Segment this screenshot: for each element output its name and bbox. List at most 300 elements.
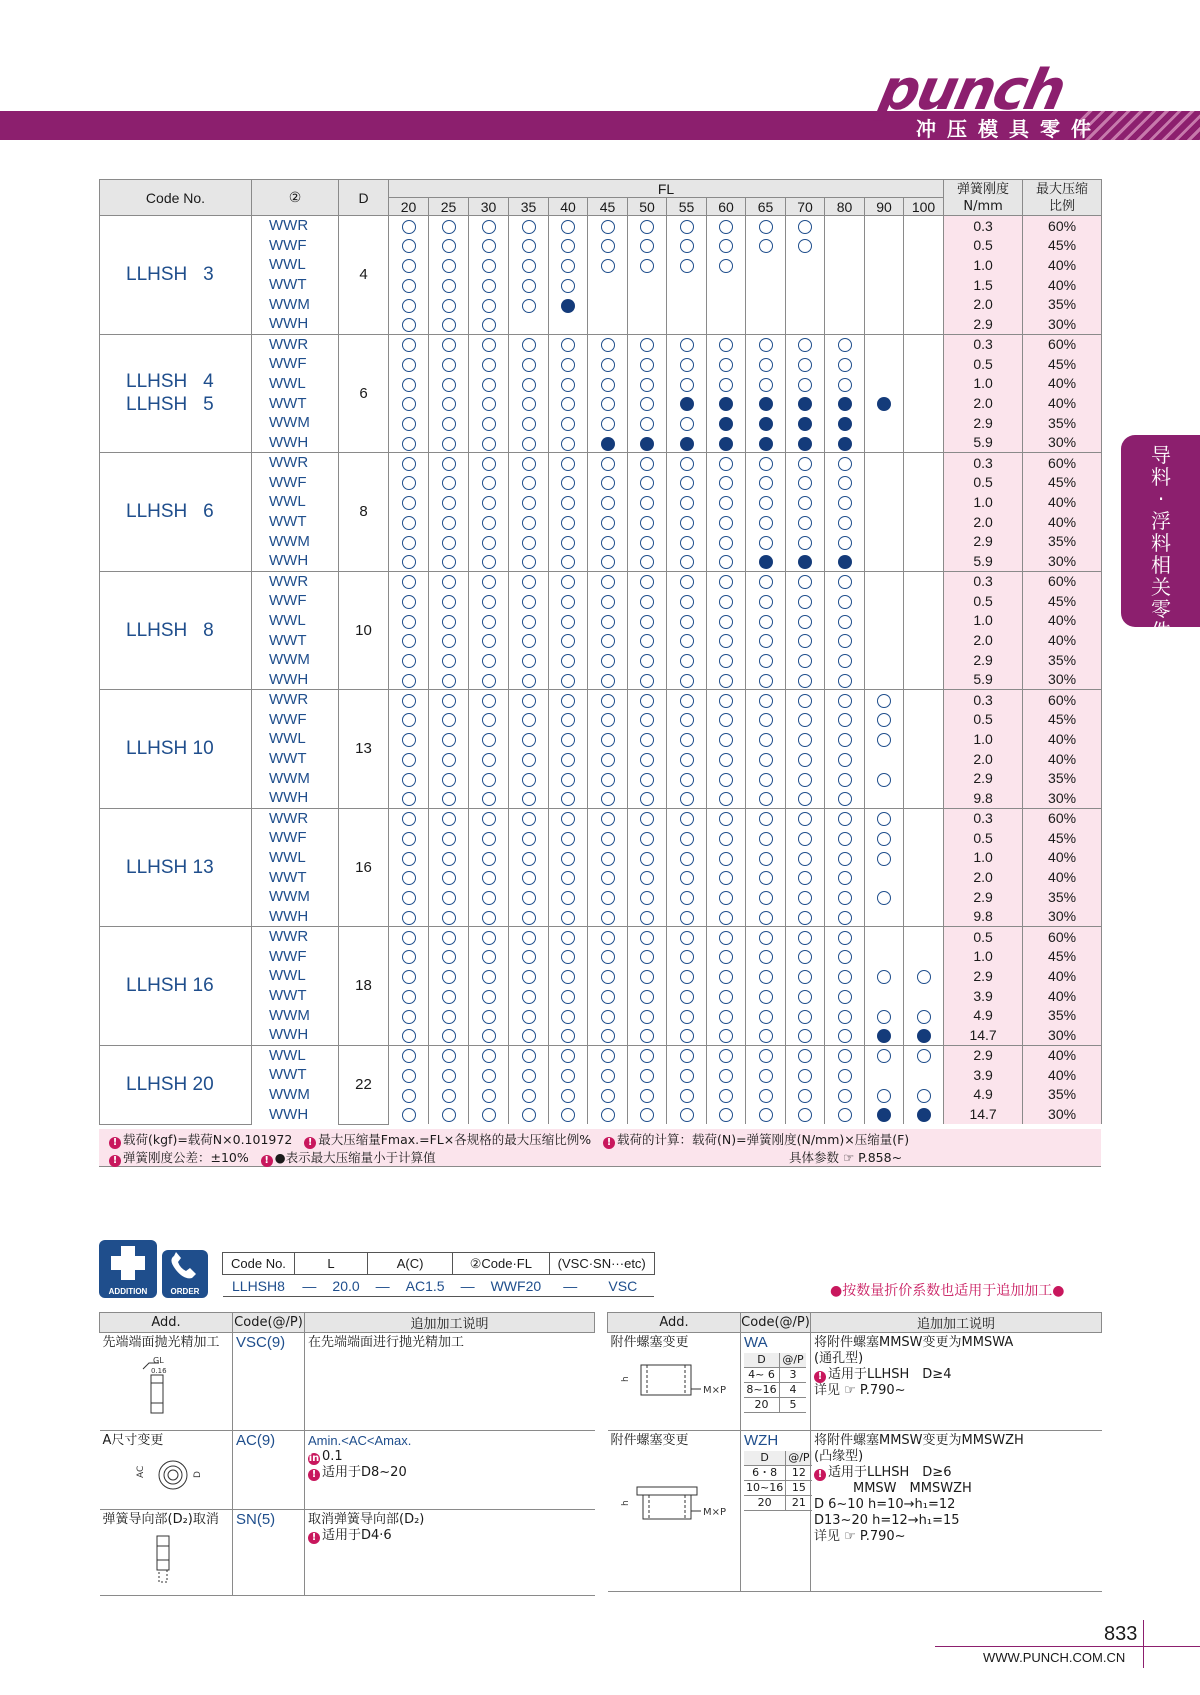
availability-cell [429,275,469,295]
available-mark [442,496,456,510]
available-mark [522,911,536,925]
availability-cell [667,275,707,295]
available-mark [482,318,496,332]
available-mark [561,694,575,708]
spring-type: WWH [252,314,339,334]
spring-rate: 0.5 [944,591,1023,611]
availability-cell [707,907,746,927]
note-ref-link[interactable]: 具体参数 ☞ P.858~ [789,1150,903,1165]
available-mark [680,950,694,964]
availability-cell [549,907,588,927]
compression-ratio: 60% [1023,690,1102,710]
availability-cell [707,1045,746,1065]
available-mark [759,931,773,945]
spring-type: WWM [252,650,339,670]
availability-cell [707,630,746,650]
availability-cell [746,334,786,354]
availability-cell [628,295,667,315]
available-mark [838,812,852,826]
compression-ratio: 35% [1023,532,1102,552]
available-mark [759,615,773,629]
add-wzh-name: 附件螺塞变更 [610,1433,689,1448]
spring-type: WWR [252,690,339,710]
available-mark [442,239,456,253]
available-mark [442,259,456,273]
availability-cell [469,1045,509,1065]
availability-cell [429,690,469,710]
availability-cell [549,275,588,295]
available-mark [719,536,733,550]
availability-cell [469,848,509,868]
availability-cell [509,374,549,394]
available-mark [640,990,654,1004]
discount-note: ●按数量折价系数也适用于追加加工● [830,1283,1065,1299]
availability-cell [469,551,509,571]
availability-cell [588,314,628,334]
availability-cell [667,887,707,907]
availability-cell [429,472,469,492]
available-mark [561,397,575,411]
available-mark [719,812,733,826]
availability-cell [588,946,628,966]
available-mark [522,694,536,708]
availability-cell [429,946,469,966]
available-mark [759,871,773,885]
availability-cell [865,472,904,492]
available-mark [759,1089,773,1103]
availability-cell [588,1065,628,1085]
available-mark [482,220,496,234]
availability-cell [904,709,944,729]
available-mark [482,476,496,490]
availability-cell [628,571,667,591]
availability-cell [825,571,865,591]
compression-ratio: 35% [1023,887,1102,907]
availability-cell [825,769,865,789]
available-mark [402,437,416,451]
spring-type: WWT [252,749,339,769]
available-mark [798,1049,812,1063]
available-mark [719,338,733,352]
availability-cell [429,986,469,1006]
order-val-fl: WWF20 [483,1275,550,1297]
add-wa-code[interactable]: WA [744,1334,768,1351]
wzh-plug-diagram [611,1449,736,1529]
availability-cell [509,472,549,492]
availability-cell [707,492,746,512]
available-mark [601,792,615,806]
availability-cell [429,512,469,532]
availability-cell [628,1104,667,1124]
availability-cell [429,887,469,907]
availability-cell [786,453,825,473]
col-ratio: 最大压缩 比例 [1023,180,1102,216]
availability-cell [667,235,707,255]
availability-cell [549,512,588,532]
spring-rate: 0.3 [944,690,1023,710]
available-mark [917,1049,931,1063]
spring-type: WWH [252,1025,339,1045]
available-mark [798,970,812,984]
product-code: LLHSH 13 [100,808,252,927]
fl-col-header: 100 [904,198,944,216]
compression-ratio: 40% [1023,749,1102,769]
availability-cell [707,216,746,236]
availability-cell [786,828,825,848]
available-mark [561,812,575,826]
spring-type: WWT [252,630,339,650]
available-mark [877,891,891,905]
availability-cell [469,374,509,394]
available-mark [442,852,456,866]
compression-ratio: 60% [1023,571,1102,591]
spring-rate: 3.9 [944,986,1023,1006]
available-mark [759,457,773,471]
availability-cell [628,650,667,670]
availability-cell [588,927,628,947]
availability-cell [549,1006,588,1026]
availability-cell [389,709,429,729]
add-vsc-code[interactable]: VSC(9) [236,1334,286,1351]
available-mark [522,1029,536,1043]
availability-cell [865,374,904,394]
mini-head-d: D [744,1451,786,1466]
fl-col-header: 60 [707,198,746,216]
limited-mark [838,555,852,569]
order-val-l: 20.0 [324,1275,367,1297]
available-mark [640,931,654,945]
compression-ratio: 45% [1023,946,1102,966]
availability-cell [469,235,509,255]
availability-cell [389,867,429,887]
available-mark [719,555,733,569]
available-mark [442,911,456,925]
available-mark [719,931,733,945]
availability-cell [429,551,469,571]
available-mark [482,615,496,629]
availability-cell [825,295,865,315]
availability-cell [549,848,588,868]
available-mark [640,358,654,372]
availability-cell [429,393,469,413]
availability-cell [786,314,825,334]
availability-cell [588,492,628,512]
col-d: D [339,180,389,216]
website-link[interactable]: WWW.PUNCH.COM.CN [983,1650,1126,1665]
availability-cell [549,828,588,848]
add-wzh-code[interactable]: WZH [744,1432,779,1449]
compression-ratio: 60% [1023,927,1102,947]
available-mark [442,476,456,490]
available-mark [838,476,852,490]
availability-cell [509,887,549,907]
availability-cell [865,1085,904,1105]
add-sn-name: 弹簧导向部(D₂)取消 [102,1512,219,1527]
available-mark [640,536,654,550]
spring-rate: 5.9 [944,670,1023,690]
availability-cell [746,1104,786,1124]
warning-icon: ! [261,1155,273,1167]
compression-ratio: 35% [1023,650,1102,670]
order-badge [162,1250,208,1298]
availability-cell [865,571,904,591]
availability-cell [389,1104,429,1124]
availability-cell [509,512,549,532]
availability-cell [389,314,429,334]
availability-cell [667,867,707,887]
available-mark [442,516,456,530]
available-mark [759,239,773,253]
availability-cell [389,729,429,749]
available-mark [759,654,773,668]
spring-rate: 1.0 [944,611,1023,631]
availability-cell [509,453,549,473]
availability-cell [588,729,628,749]
available-mark [680,220,694,234]
availability-cell [825,1085,865,1105]
availability-cell [628,808,667,828]
spring-rate: 2.0 [944,512,1023,532]
availability-cell [429,374,469,394]
add-wa-ref[interactable]: 详见 ☞ P.790~ [814,1383,906,1398]
availability-cell [707,670,746,690]
available-mark [680,417,694,431]
availability-cell [469,472,509,492]
available-mark [482,299,496,313]
availability-cell [904,729,944,749]
add-ac-step: 0.1 [322,1449,343,1464]
availability-cell [628,946,667,966]
available-mark [680,1049,694,1063]
availability-cell [469,788,509,808]
available-mark [561,713,575,727]
available-mark [482,239,496,253]
diameter: 18 [339,927,389,1046]
available-mark [838,358,852,372]
availability-cell [549,334,588,354]
available-mark [838,911,852,925]
available-mark [601,1010,615,1024]
available-mark [601,713,615,727]
spec-row [100,927,1102,947]
available-mark [402,220,416,234]
available-mark [442,674,456,688]
available-mark [719,615,733,629]
available-mark [442,437,456,451]
available-mark [442,1089,456,1103]
add-wzh-cond: 适用于LLHSH D≥6 [828,1465,952,1480]
availability-cell [707,611,746,631]
availability-cell [588,1025,628,1045]
availability-cell [469,393,509,413]
availability-cell [865,1045,904,1065]
availability-cell [509,630,549,650]
spring-type: WWR [252,927,339,947]
availability-cell [667,492,707,512]
available-mark [601,1108,615,1122]
available-mark [442,279,456,293]
available-mark [482,733,496,747]
availability-cell [509,986,549,1006]
spring-rate: 4.9 [944,1085,1023,1105]
availability-cell [786,650,825,670]
spring-rate: 2.9 [944,1045,1023,1065]
available-mark [640,634,654,648]
available-mark [640,615,654,629]
availability-cell [904,1045,944,1065]
available-mark [680,1010,694,1024]
availability-cell [825,334,865,354]
availability-cell [825,532,865,552]
spring-type: WWT [252,512,339,532]
available-mark [522,555,536,569]
available-mark [522,1069,536,1083]
availability-cell [865,1065,904,1085]
available-mark [640,397,654,411]
available-mark [759,733,773,747]
availability-cell [429,867,469,887]
available-mark [719,457,733,471]
availability-cell [549,413,588,433]
availability-cell [389,354,429,374]
add-sn-code[interactable]: SN(5) [236,1511,276,1528]
availability-cell [588,1045,628,1065]
available-mark [402,318,416,332]
compression-ratio: 40% [1023,986,1102,1006]
available-mark [838,654,852,668]
availability-cell [509,670,549,690]
available-mark [798,575,812,589]
compression-ratio: 30% [1023,907,1102,927]
availability-cell [825,848,865,868]
availability-cell [904,828,944,848]
available-mark [640,911,654,925]
available-mark [719,1108,733,1122]
available-mark [561,891,575,905]
availability-cell [549,472,588,492]
available-mark [522,990,536,1004]
available-mark [640,457,654,471]
availability-cell [865,690,904,710]
available-mark [482,417,496,431]
availability-cell [865,216,904,236]
spring-type: WWM [252,887,339,907]
availability-cell [628,255,667,275]
available-mark [838,575,852,589]
availability-cell [588,354,628,374]
availability-cell [389,1045,429,1065]
availability-cell [667,828,707,848]
product-code: LLHSH 4 LLHSH 5 [100,334,252,453]
availability-cell [389,670,429,690]
available-mark [640,812,654,826]
available-mark [402,1108,416,1122]
availability-cell [667,1104,707,1124]
availability-cell [588,374,628,394]
availability-cell [469,314,509,334]
fl-col-header: 35 [509,198,549,216]
availability-cell [786,1065,825,1085]
availability-cell [549,788,588,808]
available-mark [561,1108,575,1122]
available-mark [838,852,852,866]
available-mark [402,1029,416,1043]
spring-type: WWR [252,808,339,828]
available-mark [719,259,733,273]
availability-cell [786,334,825,354]
availability-cell [667,551,707,571]
available-mark [482,437,496,451]
available-mark [838,516,852,530]
availability-cell [746,887,786,907]
availability-cell [786,1045,825,1065]
availability-cell [469,591,509,611]
add-wzh-ref[interactable]: 详见 ☞ P.790~ [814,1529,906,1544]
available-mark [561,674,575,688]
availability-cell [549,709,588,729]
available-mark [442,654,456,668]
spring-type: WWH [252,1104,339,1124]
spring-type: WWM [252,1085,339,1105]
available-mark [798,950,812,964]
availability-cell [786,848,825,868]
availability-cell [509,255,549,275]
availability-cell [865,670,904,690]
availability-cell [707,1065,746,1085]
availability-cell [389,492,429,512]
available-mark [561,1089,575,1103]
availability-cell [865,433,904,453]
available-mark [601,1069,615,1083]
available-mark [680,595,694,609]
availability-cell [904,1104,944,1124]
available-mark [759,575,773,589]
spring-rate: 1.0 [944,729,1023,749]
available-mark [442,358,456,372]
available-mark [522,536,536,550]
available-mark [561,536,575,550]
availability-cell [628,374,667,394]
availability-cell [429,769,469,789]
available-mark [838,595,852,609]
diameter: 10 [339,571,389,690]
availability-cell [588,769,628,789]
availability-cell [865,492,904,512]
availability-cell [746,1045,786,1065]
limited-mark [917,1029,931,1043]
availability-cell [707,235,746,255]
available-mark [601,634,615,648]
available-mark [442,1010,456,1024]
add-ac-code[interactable]: AC(9) [236,1432,276,1449]
compression-ratio: 45% [1023,354,1102,374]
availability-cell [509,591,549,611]
availability-cell [549,927,588,947]
availability-cell [628,611,667,631]
available-mark [402,239,416,253]
order-example [222,1252,655,1297]
availability-cell [786,690,825,710]
availability-cell [667,1085,707,1105]
availability-cell [429,670,469,690]
spring-rate: 2.9 [944,769,1023,789]
spring-type: WWM [252,1006,339,1026]
availability-cell [429,235,469,255]
availability-cell [904,690,944,710]
availability-cell [707,927,746,947]
availability-cell [628,1065,667,1085]
available-mark [442,457,456,471]
